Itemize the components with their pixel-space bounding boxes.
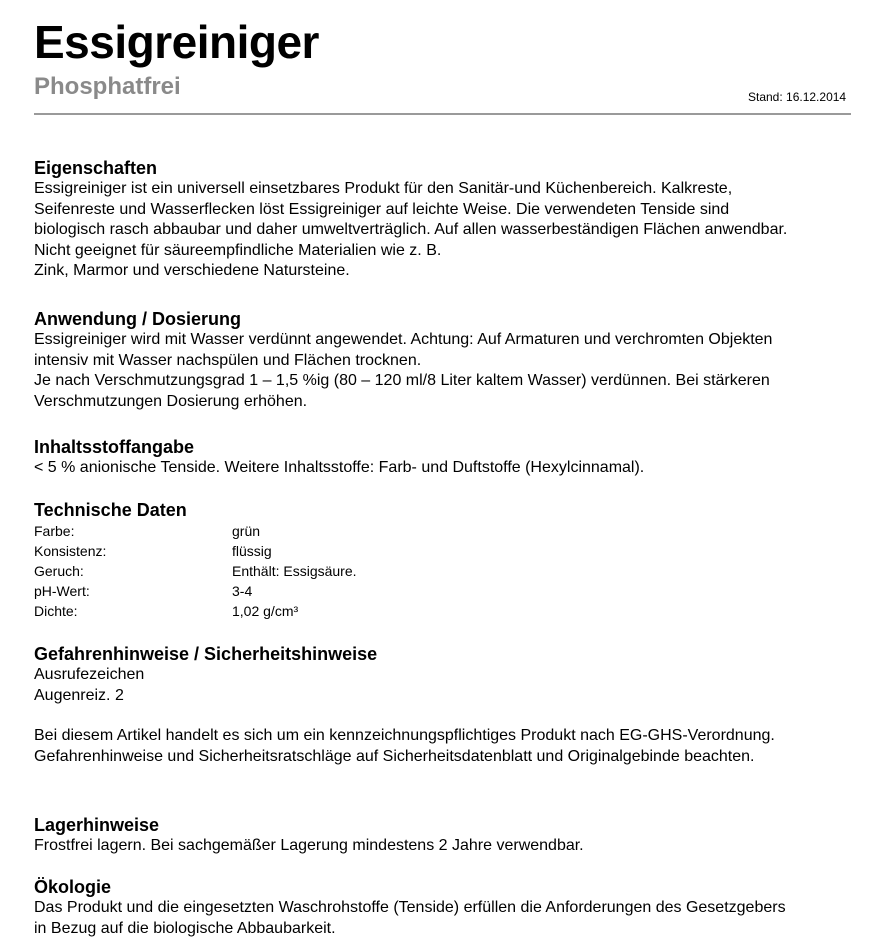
section-eigenschaften <box>34 157 864 282</box>
section-inhaltsstoffe <box>34 436 864 479</box>
property-label: Konsistenz: <box>34 543 107 559</box>
property-value: 1,02 g/cm³ <box>232 603 299 619</box>
body-line: Je nach Verschmutzungsgrad 1 – 1,5 %ig (80 – 120 ml/8 Liter kaltem Wasser) verdünnen. Bei stärkeren <box>34 372 770 389</box>
body-line: in Bezug auf die biologische Abbaubarkeit. <box>34 919 336 937</box>
body-line: Das Produkt und die eingesetzten Waschrohstoffe (Tenside) erfüllen die Anforderungen des Gesetzgebers <box>34 899 786 916</box>
section-anwendung <box>34 308 864 412</box>
body-line: Zink, Marmor und verschiedene Natursteine. <box>34 262 350 279</box>
section-lagerhinweise <box>34 814 864 857</box>
section-gefahrenhinweise <box>34 643 864 767</box>
body-line: < 5 % anionische Tenside. Weitere Inhaltsstoffe: Farb- und Duftstoffe (Hexylcinnamal). <box>34 459 645 476</box>
body-line: Verschmutzungen Dosierung erhöhen. <box>34 392 308 410</box>
document-title: Essigreiniger <box>34 16 319 68</box>
header-divider <box>34 113 851 115</box>
section-oekologie <box>34 876 864 939</box>
body-line: Seifenreste und Wasserflecken löst Essigreiniger auf leichte Weise. Die verwendeten Tenside sind <box>34 200 730 218</box>
property-value: grün <box>232 523 261 539</box>
body-line: intensiv mit Wasser nachspülen und Flächen trocknen. <box>34 351 422 369</box>
section-heading: Anwendung / Dosierung <box>34 309 241 329</box>
property-label: Geruch: <box>34 563 84 579</box>
property-value: 3-4 <box>232 583 253 599</box>
table-row <box>34 601 357 621</box>
body-line: biologisch rasch abbaubar und daher umweltverträglich. Auf allen wasserbeständigen Flächen anwendbar. <box>34 221 788 238</box>
body-line: Nicht geeignet für säureempfindliche Materialien wie z. B. <box>34 241 442 259</box>
table-row <box>34 561 357 581</box>
hazard-statement: Augenreiz. 2 <box>34 686 124 704</box>
section-heading: Inhaltsstoffangabe <box>34 437 195 457</box>
section-heading: Ökologie <box>34 877 112 897</box>
technical-data-table <box>34 521 357 621</box>
section-heading: Gefahrenhinweise / Sicherheitshinweise <box>34 644 378 664</box>
body-line: Gefahrenhinweise und Sicherheitsratschläge auf Sicherheitsdatenblatt und Originalgebinde beachten. <box>34 747 755 765</box>
section-technische-daten <box>34 499 864 621</box>
section-heading: Eigenschaften <box>34 158 158 178</box>
body-line: Essigreiniger ist ein universell einsetzbares Produkt für den Sanitär-und Küchenbereich. Kalkreste, <box>34 180 733 197</box>
body-line: Frostfrei lagern. Bei sachgemäßer Lagerung mindestens 2 Jahre verwendbar. <box>34 837 584 854</box>
property-value: flüssig <box>232 543 272 559</box>
table-row <box>34 521 357 541</box>
table-row <box>34 581 357 601</box>
body-line: Essigreiniger wird mit Wasser verdünnt angewendet. Achtung: Auf Armaturen und verchromten Objekten <box>34 331 773 348</box>
hazard-pictogram-label: Ausrufezeichen <box>34 666 145 683</box>
property-label: pH-Wert: <box>34 583 90 599</box>
revision-date: Stand: 16.12.2014 <box>748 90 847 104</box>
property-label: Farbe: <box>34 523 75 539</box>
body-line: Bei diesem Artikel handelt es sich um ein kennzeichnungspflichtiges Produkt nach EG-GHS-Verordnung. <box>34 727 775 744</box>
table-row <box>34 541 357 561</box>
document-subtitle: Phosphatfrei <box>34 73 181 100</box>
property-value: Enthält: Essigsäure. <box>232 563 357 579</box>
property-label: Dichte: <box>34 603 78 619</box>
section-heading: Technische Daten <box>34 500 187 520</box>
section-heading: Lagerhinweise <box>34 815 160 835</box>
